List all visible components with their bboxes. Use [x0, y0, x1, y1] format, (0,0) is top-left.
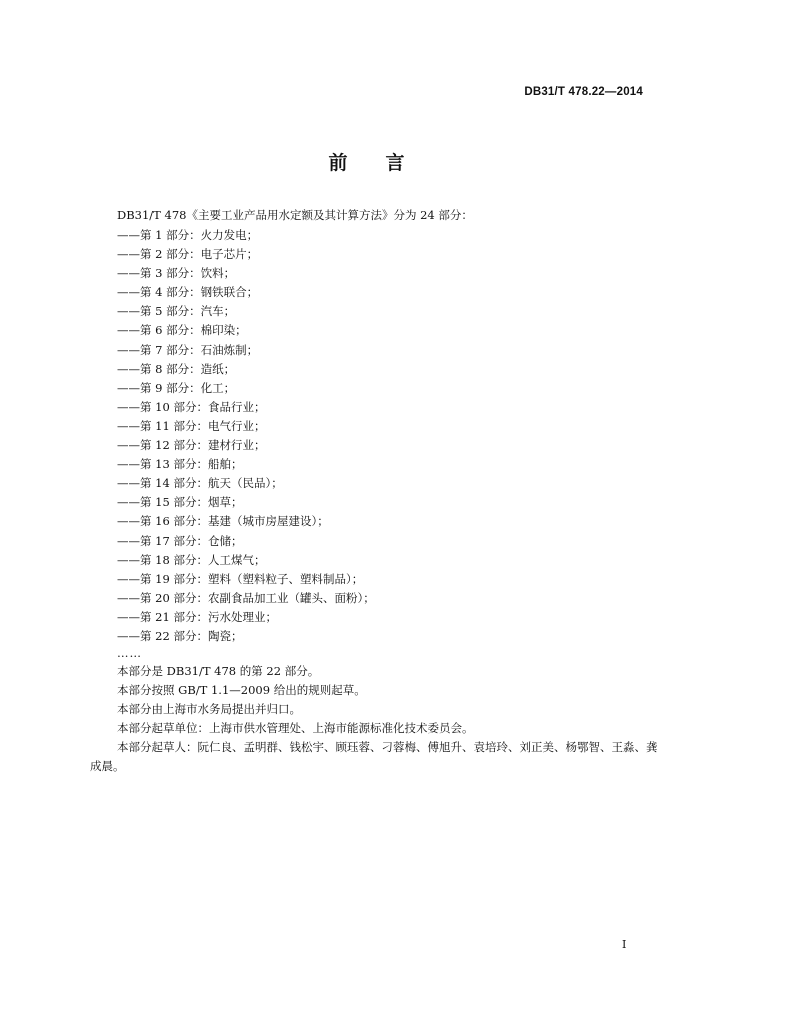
page-number: I — [622, 938, 627, 951]
list-item: ——第 21 部分：污水处理业； — [117, 609, 277, 624]
list-item: ——第 13 部分：船舶； — [117, 457, 243, 472]
page-title: 前言 — [328, 152, 443, 174]
list-item: ——第 19 部分：塑料（塑料粒子、塑料制品）； — [117, 571, 364, 586]
list-item: ——第 2 部分：电子芯片； — [117, 247, 259, 262]
document-code: DB31/T 478.22—2014 — [524, 86, 643, 98]
note-paragraph: 本部分由上海市水务局提出并归口。 — [117, 702, 301, 716]
list-item: ——第 10 部分：食品行业； — [117, 399, 266, 414]
list-item: ——第 17 部分：仓储； — [117, 533, 243, 548]
list-item: ——第 8 部分：造纸； — [117, 361, 236, 376]
list-item: ——第 1 部分：火力发电； — [117, 228, 259, 242]
list-item: ——第 14 部分：航天（民品）； — [117, 476, 283, 491]
list-item: ——第 20 部分：农副食品加工业（罐头、面粉）； — [117, 590, 375, 605]
list-item: ——第 6 部分：棉印染； — [117, 323, 247, 338]
list-item: ——第 16 部分：基建（城市房屋建设）； — [117, 514, 329, 529]
parts-list — [117, 226, 375, 646]
notes-section — [90, 662, 660, 776]
list-item: ——第 12 部分：建材行业； — [117, 438, 266, 453]
list-ellipsis: …… — [117, 646, 142, 660]
note-paragraph: 本部分按照 GB/T 1.1—2009 给出的规则起草。 — [117, 683, 366, 697]
list-item: ——第 9 部分：化工； — [117, 380, 236, 395]
list-item: ——第 22 部分：陶瓷； — [117, 628, 243, 643]
list-item: ——第 4 部分：钢铁联合； — [117, 285, 259, 300]
note-paragraph: 本部分是 DB31/T 478 的第 22 部分。 — [117, 664, 320, 678]
list-item: ——第 15 部分：烟草； — [117, 495, 243, 510]
list-item: ——第 7 部分：石油炼制； — [117, 342, 259, 357]
list-item: ——第 11 部分：电气行业； — [117, 418, 266, 433]
intro-paragraph: DB31/T 478《主要工业产品用水定额及其计算方法》分为 24 部分： — [117, 208, 473, 222]
note-paragraph: 本部分起草单位：上海市供水管理处、上海市能源标准化技术委员会。 — [117, 721, 474, 735]
list-item: ——第 18 部分：人工煤气； — [117, 552, 266, 567]
note-paragraph: 本部分起草人：阮仁良、孟明群、钱松宇、顾珏蓉、刁蓉梅、傅旭升、袁培玲、刘正美、杨鄂智、王淼、龚成晨。 — [90, 740, 658, 773]
list-item: ——第 3 部分：饮料； — [117, 266, 236, 281]
list-item: ——第 5 部分：汽车； — [117, 304, 236, 319]
